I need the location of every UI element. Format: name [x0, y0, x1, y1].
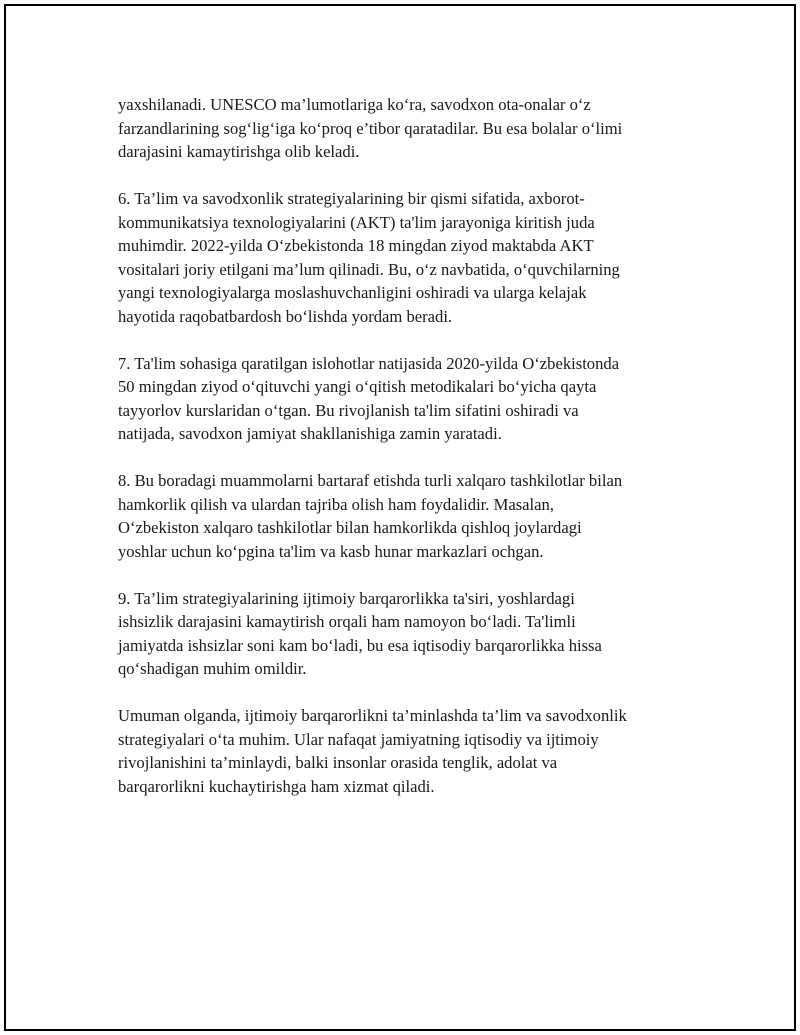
text-line: yoshlar uchun koʻpgina ta'lim va kasb hunar markazlari ochgan. — [118, 541, 544, 561]
paragraph-item-9 — [118, 587, 698, 681]
text-line: natijada, savodxon jamiyat shakllanishiga zamin yaratadi. — [118, 424, 502, 443]
text-line: 6. Ta’lim va savodxonlik strategiyalarining bir qismi sifatida, axborot- — [118, 189, 585, 208]
paragraph-item-8 — [118, 469, 698, 563]
text-line: rivojlanishini ta’minlaydi, balki insonlar orasida tenglik, adolat va — [118, 753, 558, 772]
text-line: Oʻzbekiston xalqaro tashkilotlar bilan hamkorlikda qishloq joylardagi — [118, 518, 582, 537]
text-line: farzandlarining sogʻligʻiga koʻproq e’tibor qaratadilar. Bu esa bolalar oʻlimi — [118, 118, 623, 138]
text-line: Umuman olganda, ijtimoiy barqarorlikni ta’minlashda ta’lim va savodxonlik — [118, 706, 627, 725]
text-line: yangi texnologiyalarga moslashuvchanligini oshiradi va ularga kelajak — [118, 283, 587, 302]
text-line: kommunikatsiya texnologiyalarini (AKT) ta'lim jarayoniga kiritish juda — [118, 212, 595, 232]
paragraph-conclusion — [118, 704, 698, 798]
text-line: qoʻshadigan muhim omildir. — [118, 659, 307, 678]
text-line: darajasini kamaytirishga olib keladi. — [118, 142, 360, 161]
text-line: 9. Ta’lim strategiyalarining ijtimoiy barqarorlikka ta'siri, yoshlardagi — [118, 588, 575, 608]
text-line: jamiyatda ishsizlar soni kam boʻladi, bu esa iqtisodiy barqarorlikka hissa — [118, 635, 602, 655]
text-line: strategiyalari oʻta muhim. Ular nafaqat jamiyatning iqtisodiy va ijtimoiy — [118, 729, 599, 749]
text-line: yaxshilanadi. UNESCO ma’lumotlariga koʻra, savodxon ota-onalar oʻz — [118, 95, 591, 114]
text-line: tayyorlov kurslaridan oʻtgan. Bu rivojlanish ta'lim sifatini oshiradi va — [118, 400, 579, 420]
text-line: 50 mingdan ziyod oʻqituvchi yangi oʻqitish metodikalari boʻyicha qayta — [118, 377, 597, 396]
text-line: hamkorlik qilish va ulardan tajriba olish ham foydalidir. Masalan, — [118, 494, 554, 514]
paragraph-item-6 — [118, 187, 698, 328]
text-line: 8. Bu boradagi muammolarni bartaraf etishda turli xalqaro tashkilotlar bilan — [118, 471, 623, 490]
text-line: ishsizlik darajasini kamaytirish orqali ham namoyon boʻladi. Ta'limli — [118, 612, 576, 631]
text-line: vositalari joriy etilgani ma’lum qilinadi. Bu, oʻz navbatida, oʻquvchilarning — [118, 259, 620, 279]
text-line: hayotida raqobatbardosh boʻlishda yordam beradi. — [118, 306, 453, 326]
paragraph-health-continuation — [118, 93, 698, 164]
text-line: barqarorlikni kuchaytirishga ham xizmat qiladi. — [118, 776, 435, 796]
document-body — [118, 93, 698, 822]
text-line: 7. Ta'lim sohasiga qaratilgan islohotlar natijasida 2020-yilda Oʻzbekistonda — [118, 353, 620, 373]
text-line: muhimdir. 2022-yilda Oʻzbekistonda 18 mingdan ziyod maktabda AKT — [118, 236, 594, 255]
paragraph-item-7 — [118, 352, 698, 446]
